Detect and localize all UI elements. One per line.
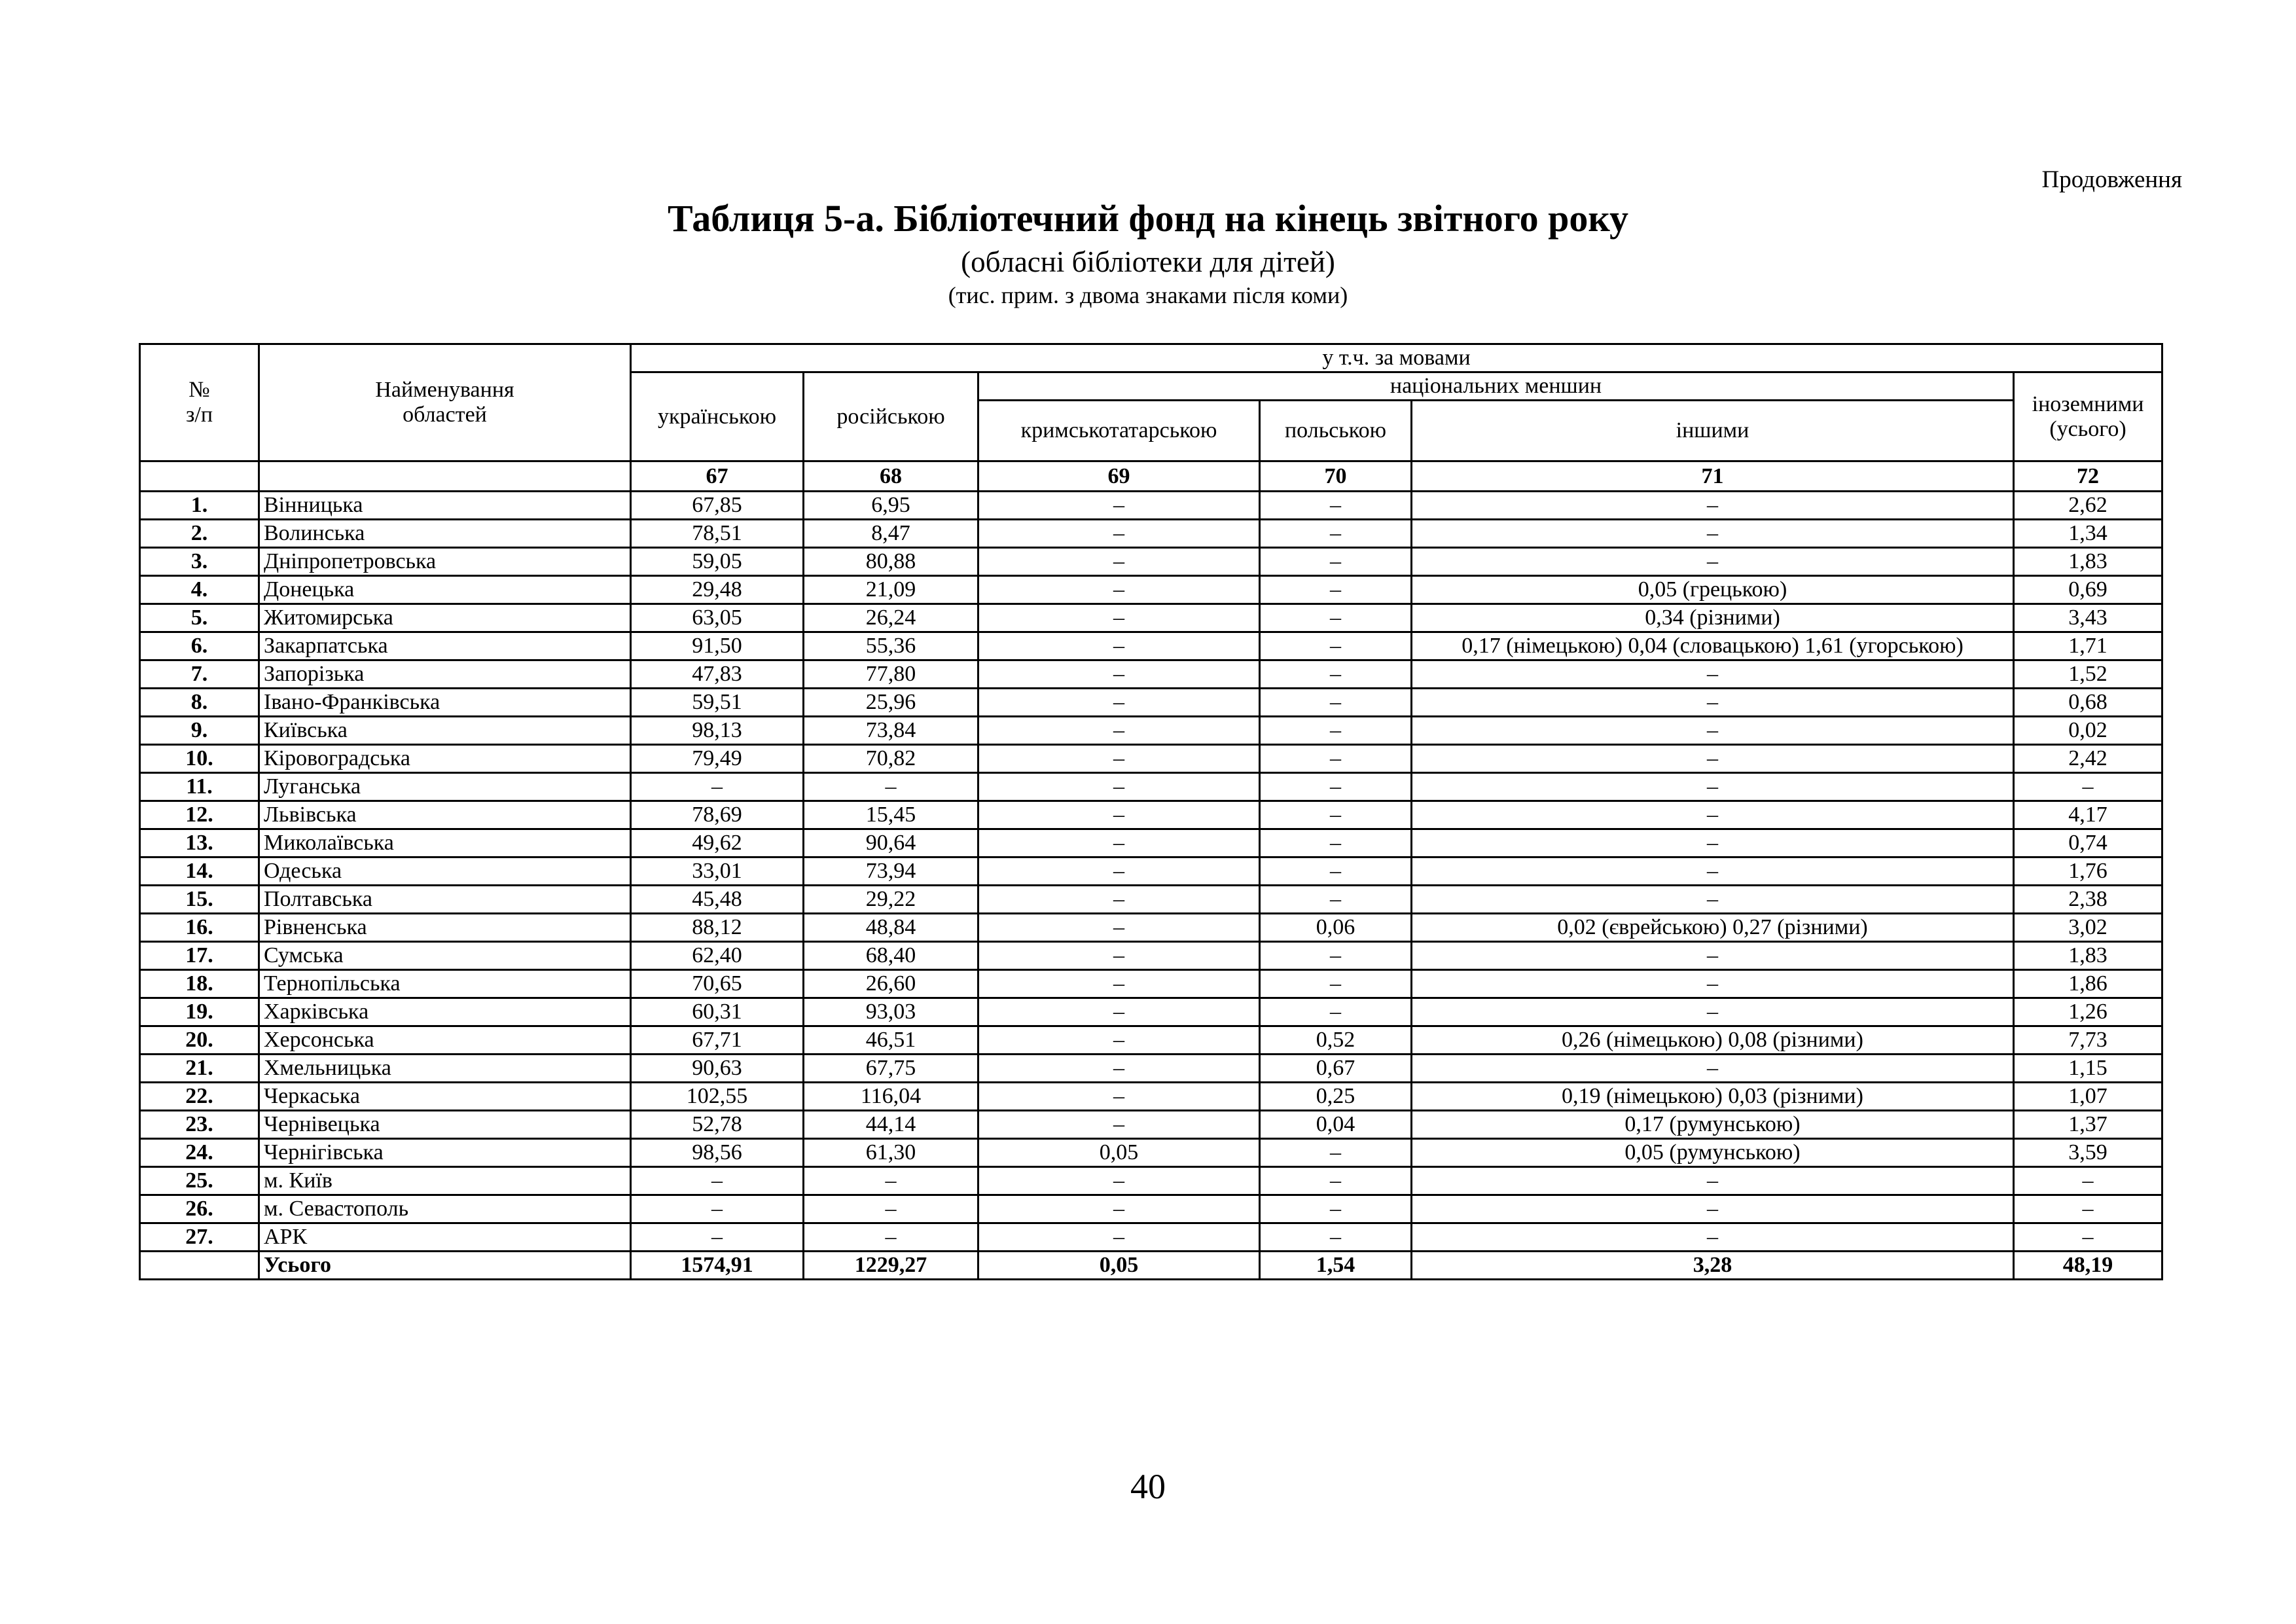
row-number: 24. — [140, 1139, 259, 1167]
region-name: Луганська — [259, 773, 631, 801]
polish-value: – — [1260, 689, 1412, 717]
other-languages-value: 0,26 (німецькою) 0,08 (різними) — [1412, 1026, 2014, 1055]
russian-value: 80,88 — [804, 548, 978, 576]
polish-value: – — [1260, 773, 1412, 801]
total-row — [140, 1252, 2162, 1280]
polish-value: – — [1260, 717, 1412, 745]
row-number: 19. — [140, 998, 259, 1026]
region-name: Донецька — [259, 576, 631, 604]
foreign-value: 1,15 — [2014, 1055, 2162, 1083]
other-languages-value: 0,05 (румунською) — [1412, 1139, 2014, 1167]
foreign-value: 1,37 — [2014, 1111, 2162, 1139]
crimean-tatar-value: – — [978, 970, 1260, 998]
region-name: м. Київ — [259, 1167, 631, 1195]
other-languages-value: 0,17 (румунською) — [1412, 1111, 2014, 1139]
region-name: Черкаська — [259, 1083, 631, 1111]
crimean-tatar-value: – — [978, 632, 1260, 660]
russian-value: 77,80 — [804, 660, 978, 689]
russian-value: 61,30 — [804, 1139, 978, 1167]
region-name: Київська — [259, 717, 631, 745]
ukrainian-value: 91,50 — [631, 632, 804, 660]
crimean-tatar-value: – — [978, 520, 1260, 548]
region-name: Рівненська — [259, 914, 631, 942]
foreign-value: – — [2014, 1195, 2162, 1223]
foreign-value: – — [2014, 773, 2162, 801]
polish-value: – — [1260, 604, 1412, 632]
row-number: 17. — [140, 942, 259, 970]
crimean-tatar-value: – — [978, 914, 1260, 942]
region-name: Херсонська — [259, 1026, 631, 1055]
ukrainian-value: 59,51 — [631, 689, 804, 717]
foreign-value: 4,17 — [2014, 801, 2162, 829]
crimean-tatar-value: – — [978, 829, 1260, 857]
column-number: 68 — [804, 461, 978, 492]
table-row — [140, 1083, 2162, 1111]
foreign-value: 1,76 — [2014, 857, 2162, 886]
foreign-value: – — [2014, 1167, 2162, 1195]
polish-value: – — [1260, 1139, 1412, 1167]
row-number: 12. — [140, 801, 259, 829]
table-body — [140, 492, 2162, 1280]
polish-value: – — [1260, 520, 1412, 548]
table-row — [140, 1167, 2162, 1195]
crimean-tatar-value: – — [978, 689, 1260, 717]
header-minorities: національних меншин — [978, 372, 2014, 401]
crimean-tatar-value: 0,05 — [978, 1139, 1260, 1167]
ukrainian-value: 29,48 — [631, 576, 804, 604]
other-languages-value: – — [1412, 970, 2014, 998]
row-number: 8. — [140, 689, 259, 717]
crimean-tatar-value: – — [978, 801, 1260, 829]
region-name: Вінницька — [259, 492, 631, 520]
table-row — [140, 970, 2162, 998]
region-name: Житомирська — [259, 604, 631, 632]
region-name: Кіровоградська — [259, 745, 631, 773]
region-name: Івано-Франківська — [259, 689, 631, 717]
table-row — [140, 520, 2162, 548]
table-row — [140, 1026, 2162, 1055]
polish-value: – — [1260, 660, 1412, 689]
russian-value: 55,36 — [804, 632, 978, 660]
crimean-tatar-value: – — [978, 886, 1260, 914]
header-other: іншими — [1412, 401, 2014, 461]
crimean-tatar-value: – — [978, 1223, 1260, 1252]
column-number: 70 — [1260, 461, 1412, 492]
region-name: Дніпропетровська — [259, 548, 631, 576]
foreign-value: 2,62 — [2014, 492, 2162, 520]
polish-value: – — [1260, 886, 1412, 914]
russian-value: 1229,27 — [804, 1252, 978, 1280]
ukrainian-value: 33,01 — [631, 857, 804, 886]
russian-value: – — [804, 773, 978, 801]
ukrainian-value: – — [631, 773, 804, 801]
region-name: Тернопільська — [259, 970, 631, 998]
russian-value: 15,45 — [804, 801, 978, 829]
column-number: 67 — [631, 461, 804, 492]
row-number: 25. — [140, 1167, 259, 1195]
other-languages-value: – — [1412, 1167, 2014, 1195]
other-languages-value: – — [1412, 1195, 2014, 1223]
other-languages-value: 0,05 (грецькою) — [1412, 576, 2014, 604]
foreign-value: 1,83 — [2014, 942, 2162, 970]
region-name: Сумська — [259, 942, 631, 970]
polish-value: – — [1260, 857, 1412, 886]
ukrainian-value: 98,13 — [631, 717, 804, 745]
row-number: 2. — [140, 520, 259, 548]
row-number: 22. — [140, 1083, 259, 1111]
column-number: 71 — [1412, 461, 2014, 492]
crimean-tatar-value: 0,05 — [978, 1252, 1260, 1280]
row-number: 4. — [140, 576, 259, 604]
table-row — [140, 548, 2162, 576]
foreign-value: 3,43 — [2014, 604, 2162, 632]
table-row — [140, 717, 2162, 745]
other-languages-value: 0,19 (німецькою) 0,03 (різними) — [1412, 1083, 2014, 1111]
ukrainian-value: – — [631, 1195, 804, 1223]
russian-value: 73,94 — [804, 857, 978, 886]
row-number: 27. — [140, 1223, 259, 1252]
table-row — [140, 1111, 2162, 1139]
ukrainian-value: 78,51 — [631, 520, 804, 548]
ukrainian-value: 60,31 — [631, 998, 804, 1026]
table-row — [140, 576, 2162, 604]
crimean-tatar-value: – — [978, 548, 1260, 576]
russian-value: 116,04 — [804, 1083, 978, 1111]
foreign-value: 1,34 — [2014, 520, 2162, 548]
foreign-value: 1,83 — [2014, 548, 2162, 576]
table-row — [140, 604, 2162, 632]
row-number: 15. — [140, 886, 259, 914]
region-name: АРК — [259, 1223, 631, 1252]
other-languages-value: – — [1412, 829, 2014, 857]
crimean-tatar-value: – — [978, 1026, 1260, 1055]
polish-value: 0,25 — [1260, 1083, 1412, 1111]
russian-value: – — [804, 1195, 978, 1223]
ukrainian-value: 1574,91 — [631, 1252, 804, 1280]
region-name: м. Севастополь — [259, 1195, 631, 1223]
russian-value: – — [804, 1167, 978, 1195]
foreign-value: 0,68 — [2014, 689, 2162, 717]
page-number: 40 — [1130, 1467, 1166, 1506]
polish-value: – — [1260, 745, 1412, 773]
polish-value: – — [1260, 548, 1412, 576]
crimean-tatar-value: – — [978, 576, 1260, 604]
other-languages-value: – — [1412, 520, 2014, 548]
row-number: 14. — [140, 857, 259, 886]
row-number: 21. — [140, 1055, 259, 1083]
ukrainian-value: 79,49 — [631, 745, 804, 773]
other-languages-value: 3,28 — [1412, 1252, 2014, 1280]
region-name: Львівська — [259, 801, 631, 829]
table-row — [140, 689, 2162, 717]
row-number: 23. — [140, 1111, 259, 1139]
other-languages-value: – — [1412, 942, 2014, 970]
table-row — [140, 914, 2162, 942]
foreign-value: 1,71 — [2014, 632, 2162, 660]
library-fund-table — [139, 343, 2163, 1280]
table-row — [140, 745, 2162, 773]
russian-value: – — [804, 1223, 978, 1252]
region-name: Закарпатська — [259, 632, 631, 660]
russian-value: 29,22 — [804, 886, 978, 914]
region-name: Чернігівська — [259, 1139, 631, 1167]
ukrainian-value: 59,05 — [631, 548, 804, 576]
foreign-value: 0,74 — [2014, 829, 2162, 857]
polish-value: – — [1260, 998, 1412, 1026]
russian-value: 48,84 — [804, 914, 978, 942]
foreign-value: 1,07 — [2014, 1083, 2162, 1111]
russian-value: 90,64 — [804, 829, 978, 857]
table-row — [140, 886, 2162, 914]
header-languages: у т.ч. за мовами — [631, 344, 2162, 372]
row-number: 7. — [140, 660, 259, 689]
other-languages-value: – — [1412, 660, 2014, 689]
crimean-tatar-value: – — [978, 745, 1260, 773]
table-subtitle: (обласні бібліотеки для дітей) — [961, 245, 1335, 278]
ukrainian-value: – — [631, 1223, 804, 1252]
table-row — [140, 942, 2162, 970]
row-number: 5. — [140, 604, 259, 632]
table-row — [140, 660, 2162, 689]
ukrainian-value: 45,48 — [631, 886, 804, 914]
other-languages-value: 0,02 (єврейською) 0,27 (різними) — [1412, 914, 2014, 942]
header-region-blank — [259, 461, 631, 492]
crimean-tatar-value: – — [978, 1055, 1260, 1083]
other-languages-value: 0,34 (різними) — [1412, 604, 2014, 632]
region-name: Хмельницька — [259, 1055, 631, 1083]
foreign-value: 3,02 — [2014, 914, 2162, 942]
ukrainian-value: 98,56 — [631, 1139, 804, 1167]
crimean-tatar-value: – — [978, 604, 1260, 632]
header-russian: російською — [804, 372, 978, 461]
crimean-tatar-value: – — [978, 998, 1260, 1026]
polish-value: – — [1260, 942, 1412, 970]
foreign-value: 1,26 — [2014, 998, 2162, 1026]
region-name: Запорізька — [259, 660, 631, 689]
ukrainian-value: 49,62 — [631, 829, 804, 857]
region-name: Полтавська — [259, 886, 631, 914]
table-title: Таблиця 5-а. Бібліотечний фонд на кінець звітного року — [667, 197, 1628, 240]
other-languages-value: – — [1412, 998, 2014, 1026]
header-crimean-tatar: кримськотатарською — [978, 401, 1260, 461]
header-number-blank — [140, 461, 259, 492]
ukrainian-value: 63,05 — [631, 604, 804, 632]
table-row — [140, 492, 2162, 520]
header-number: № з/п — [140, 344, 259, 461]
region-name: Волинська — [259, 520, 631, 548]
column-number: 72 — [2014, 461, 2162, 492]
table-row — [140, 857, 2162, 886]
polish-value: 0,04 — [1260, 1111, 1412, 1139]
ukrainian-value: 70,65 — [631, 970, 804, 998]
crimean-tatar-value: – — [978, 942, 1260, 970]
russian-value: 8,47 — [804, 520, 978, 548]
crimean-tatar-value: – — [978, 1195, 1260, 1223]
polish-value: – — [1260, 492, 1412, 520]
foreign-value: 1,86 — [2014, 970, 2162, 998]
foreign-value: 48,19 — [2014, 1252, 2162, 1280]
crimean-tatar-value: – — [978, 1167, 1260, 1195]
polish-value: – — [1260, 632, 1412, 660]
other-languages-value: – — [1412, 886, 2014, 914]
region-name: Одеська — [259, 857, 631, 886]
crimean-tatar-value: – — [978, 857, 1260, 886]
russian-value: 73,84 — [804, 717, 978, 745]
region-name: Миколаївська — [259, 829, 631, 857]
ukrainian-value: 88,12 — [631, 914, 804, 942]
row-number: 26. — [140, 1195, 259, 1223]
header-region: Найменування областей — [259, 344, 631, 461]
ukrainian-value: 78,69 — [631, 801, 804, 829]
unit-note: (тис. прим. з двома знаками після коми) — [948, 282, 1348, 308]
table-row — [140, 1223, 2162, 1252]
row-number: 9. — [140, 717, 259, 745]
russian-value: 25,96 — [804, 689, 978, 717]
row-number: 10. — [140, 745, 259, 773]
other-languages-value: – — [1412, 1223, 2014, 1252]
header-ukrainian: українською — [631, 372, 804, 461]
other-languages-value: 0,17 (німецькою) 0,04 (словацькою) 1,61 (угорською) — [1412, 632, 2014, 660]
russian-value: 68,40 — [804, 942, 978, 970]
foreign-value: 2,42 — [2014, 745, 2162, 773]
other-languages-value: – — [1412, 745, 2014, 773]
foreign-value: – — [2014, 1223, 2162, 1252]
table-row — [140, 1139, 2162, 1167]
ukrainian-value: 67,71 — [631, 1026, 804, 1055]
table-row — [140, 632, 2162, 660]
polish-value: – — [1260, 1223, 1412, 1252]
polish-value: – — [1260, 829, 1412, 857]
crimean-tatar-value: – — [978, 717, 1260, 745]
russian-value: 44,14 — [804, 1111, 978, 1139]
crimean-tatar-value: – — [978, 492, 1260, 520]
row-number: 20. — [140, 1026, 259, 1055]
crimean-tatar-value: – — [978, 1083, 1260, 1111]
ukrainian-value: 47,83 — [631, 660, 804, 689]
ukrainian-value: 67,85 — [631, 492, 804, 520]
russian-value: 6,95 — [804, 492, 978, 520]
row-number: 1. — [140, 492, 259, 520]
row-number: 18. — [140, 970, 259, 998]
region-name: Чернівецька — [259, 1111, 631, 1139]
polish-value: – — [1260, 1167, 1412, 1195]
polish-value: 0,52 — [1260, 1026, 1412, 1055]
crimean-tatar-value: – — [978, 660, 1260, 689]
table-row — [140, 829, 2162, 857]
polish-value: 0,06 — [1260, 914, 1412, 942]
row-number: 16. — [140, 914, 259, 942]
column-number: 69 — [978, 461, 1260, 492]
russian-value: 67,75 — [804, 1055, 978, 1083]
row-number: 3. — [140, 548, 259, 576]
polish-value: – — [1260, 1195, 1412, 1223]
other-languages-value: – — [1412, 492, 2014, 520]
continuation-label: Продовження — [2041, 166, 2182, 193]
other-languages-value: – — [1412, 548, 2014, 576]
crimean-tatar-value: – — [978, 773, 1260, 801]
table-row — [140, 773, 2162, 801]
other-languages-value: – — [1412, 801, 2014, 829]
foreign-value: 2,38 — [2014, 886, 2162, 914]
other-languages-value: – — [1412, 689, 2014, 717]
row-number: 6. — [140, 632, 259, 660]
table-row — [140, 998, 2162, 1026]
other-languages-value: – — [1412, 1055, 2014, 1083]
other-languages-value: – — [1412, 773, 2014, 801]
header-foreign: іноземними (усього) — [2014, 372, 2162, 461]
foreign-value: 1,52 — [2014, 660, 2162, 689]
other-languages-value: – — [1412, 857, 2014, 886]
row-number: 11. — [140, 773, 259, 801]
table-row — [140, 1055, 2162, 1083]
ukrainian-value: 90,63 — [631, 1055, 804, 1083]
crimean-tatar-value: – — [978, 1111, 1260, 1139]
russian-value: 70,82 — [804, 745, 978, 773]
foreign-value: 0,69 — [2014, 576, 2162, 604]
table-row — [140, 1195, 2162, 1223]
table-row — [140, 801, 2162, 829]
ukrainian-value: 62,40 — [631, 942, 804, 970]
other-languages-value: – — [1412, 717, 2014, 745]
polish-value: – — [1260, 970, 1412, 998]
ukrainian-value: 52,78 — [631, 1111, 804, 1139]
russian-value: 26,24 — [804, 604, 978, 632]
russian-value: 26,60 — [804, 970, 978, 998]
row-number — [140, 1252, 259, 1280]
russian-value: 21,09 — [804, 576, 978, 604]
region-name: Харківська — [259, 998, 631, 1026]
polish-value: 1,54 — [1260, 1252, 1412, 1280]
header-polish: польською — [1260, 401, 1412, 461]
foreign-value: 7,73 — [2014, 1026, 2162, 1055]
foreign-value: 0,02 — [2014, 717, 2162, 745]
row-number: 13. — [140, 829, 259, 857]
foreign-value: 3,59 — [2014, 1139, 2162, 1167]
polish-value: – — [1260, 801, 1412, 829]
region-name: Усього — [259, 1252, 631, 1280]
polish-value: 0,67 — [1260, 1055, 1412, 1083]
ukrainian-value: 102,55 — [631, 1083, 804, 1111]
polish-value: – — [1260, 576, 1412, 604]
russian-value: 93,03 — [804, 998, 978, 1026]
ukrainian-value: – — [631, 1167, 804, 1195]
russian-value: 46,51 — [804, 1026, 978, 1055]
